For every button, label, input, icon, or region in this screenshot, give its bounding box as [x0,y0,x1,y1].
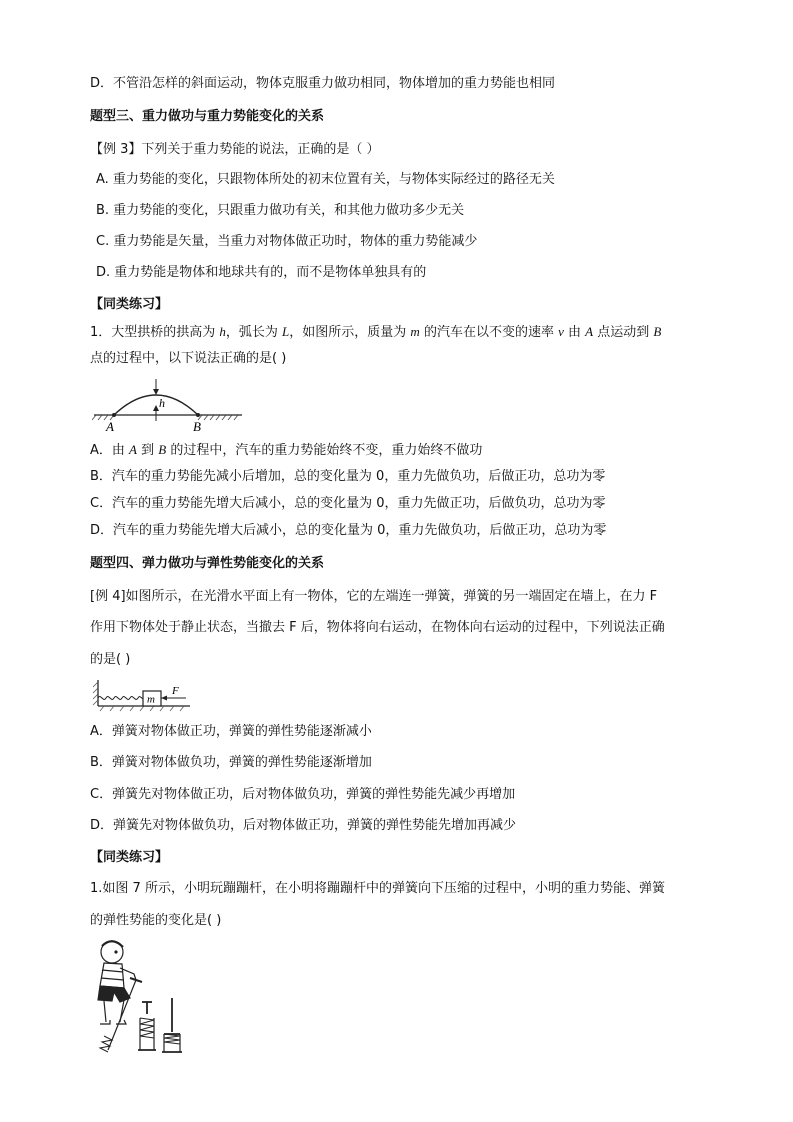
question-2-stem-line2: 的弹性势能的变化是( ) [90,913,222,928]
arch-bridge-figure [92,377,246,433]
q1-text-5: 由 [563,325,586,340]
bridge-label-h: h [159,396,165,410]
example-4-stem-line2: 作用下物体处于静止状态，当撤去 F 后，物体将向右运动，在物体向右运动的过程中，下列说法正确 [90,620,665,635]
question-1-stem-line1 [90,322,661,343]
example-3-option-b: B. 重力势能的变化，只跟重力做功有关，和其他力做功多少无关 [96,203,465,218]
question-1-option-b: B．汽车的重力势能先减小后增加，总的变化量为 0，重力先做负功，后做正功，总功为零 [90,469,606,484]
example-3-option-c: C. 重力势能是矢量，当重力对物体做正功时，物体的重力势能减少 [96,234,478,249]
q1-text-2: ，弧长为 [225,325,283,340]
example-4-option-c: C．弹簧先对物体做正功，后对物体做负功，弹簧的弹性势能先减少再增加 [90,787,516,802]
q1A-text-1: A．由 [90,443,130,458]
question-1-option-d: D．汽车的重力势能先增大后减小，总的变化量为 0，重力先做负功，后做正功，总功为零 [90,523,607,538]
q1-var-m: m [410,324,420,339]
q1-var-L: L [282,324,290,339]
example-3-question: 【例 3】下列关于重力势能的说法，正确的是（ ） [90,142,380,157]
practice-heading-2: 【同类练习】 [90,850,169,865]
example-4-option-d: D．弹簧先对物体做负功，后对物体做正功，弹簧的弹性势能先增加再减少 [90,818,517,833]
block-label-m: m [147,693,155,706]
force-label-f: F [172,685,179,697]
question-2-stem-line1: 1.如图 7 所示，小明玩蹦蹦杆，在小明将蹦蹦杆中的弹簧向下压缩的过程中，小明的重力势能、弹簧 [90,881,665,896]
q1A-var-A: A [129,442,137,457]
section-title-3: 题型三、重力做功与重力势能变化的关系 [90,109,325,124]
question-1-stem-line2: 点的过程中，以下说法正确的是( ) [90,351,287,366]
example-4-option-a: A．弹簧对物体做正功，弹簧的弹性势能逐渐减小 [90,724,372,739]
example-4-stem-line1: [例 4]如图所示，在光滑水平面上有一物体，它的左端连一弹簧，弹簧的另一端固定在墙上，在力 F [90,589,658,604]
q1-text-3: ，如图所示，质量为 [289,325,411,340]
q1-text-4: 的汽车在以不变的速率 [419,325,559,340]
q1-text-6: 点运动到 [593,325,654,340]
question-1-option-a [90,440,482,461]
q1A-text-2: 到 [136,443,159,458]
q1A-var-B: B [158,442,167,457]
q1-var-h: h [219,324,226,339]
q1A-text-3: 的过程中，汽车的重力势能始终不变，重力始终不做功 [166,443,483,458]
example-4-option-b: B．弹簧对物体做负功，弹簧的弹性势能逐渐增加 [90,755,372,770]
spring-block-figure [92,678,194,712]
example-3-option-a: A. 重力势能的变化，只跟物体所处的初末位置有关，与物体实际经过的路径无关 [96,172,555,187]
option-d-prev: D．不管沿怎样的斜面运动，物体克服重力做功相同，物体增加的重力势能也相同 [90,76,556,91]
pogo-stick-figure [90,938,200,1062]
question-1-option-c: C．汽车的重力势能先增大后减小，总的变化量为 0，重力先做正功，后做负功，总功为零 [90,496,606,511]
q1-var-A: A [585,324,594,339]
q1-var-B: B [653,324,662,339]
q1-var-v: v [558,324,564,339]
bridge-label-a: A [106,419,114,433]
example-4-stem-line3: 的是( ) [90,652,131,667]
practice-heading-1: 【同类练习】 [90,297,169,312]
bridge-label-b: B [193,419,201,433]
section-title-4: 题型四、弹力做功与弹性势能变化的关系 [90,556,325,571]
example-3-option-d: D. 重力势能是物体和地球共有的，而不是物体单独具有的 [96,265,427,280]
q1-text-1: 1．大型拱桥的拱高为 [90,325,220,340]
